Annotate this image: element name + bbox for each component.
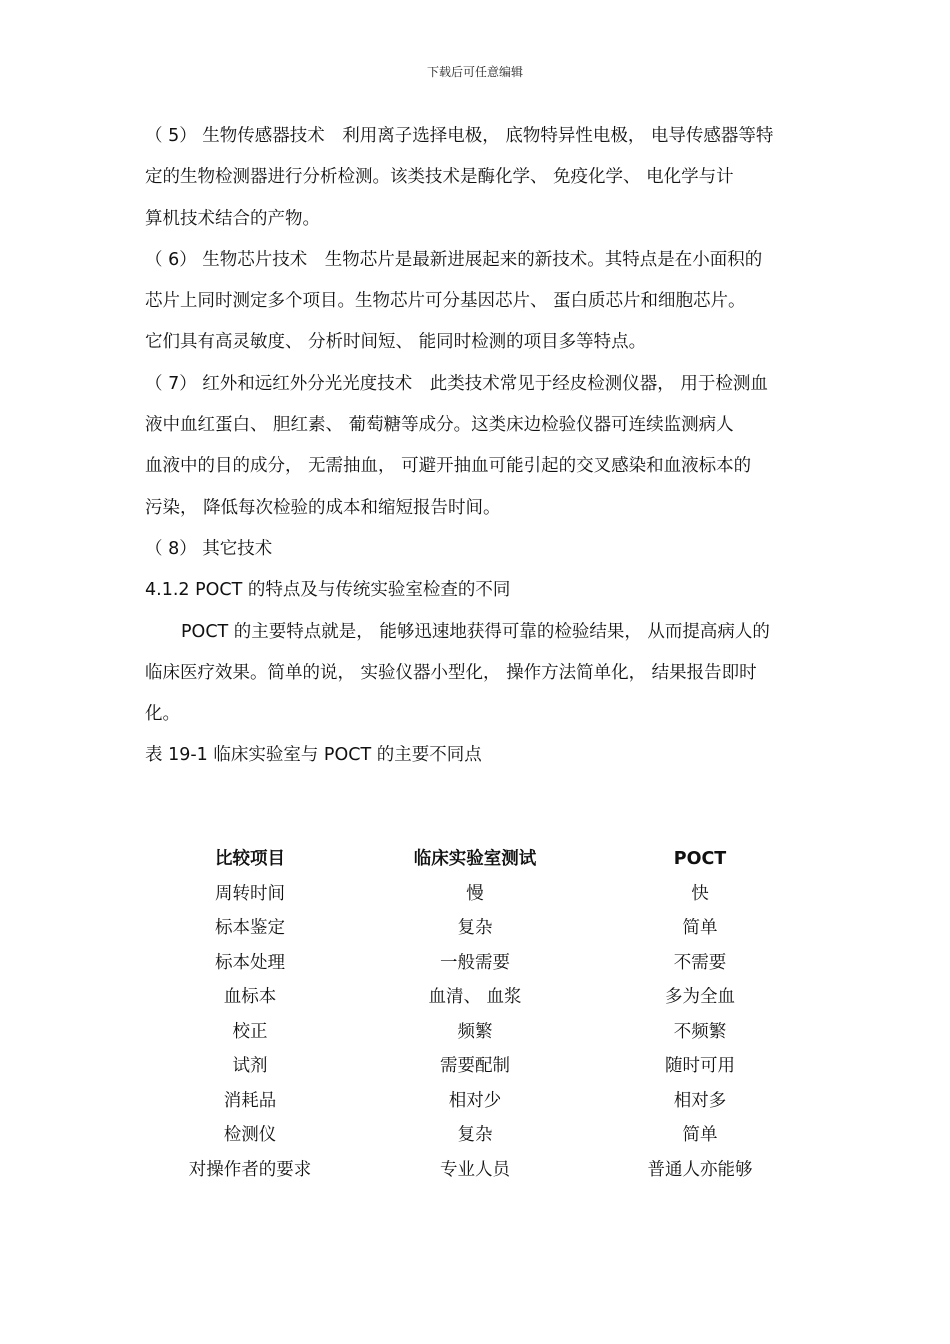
paragraph-line: （ 6） 生物芯片技术 生物芯片是最新进展起来的新技术。其特点是在小面积的 — [145, 249, 763, 270]
table-cell: 快 — [691, 883, 709, 904]
table-cell: 复杂 — [457, 1125, 493, 1145]
table-cell: 试剂 — [232, 1056, 268, 1076]
table-cell: 检测仪 — [223, 1125, 277, 1145]
paragraph-line: 液中血红蛋白、 胆红素、 葡萄糖等成分。这类床边检验仪器可连续监测病人 — [145, 415, 734, 436]
table-row — [0, 946, 950, 981]
table-row — [0, 1118, 950, 1153]
table-cell: 慢 — [466, 883, 484, 904]
paragraph-line: 血液中的目的成分， 无需抽血， 可避开抽血可能引起的交叉感染和血液标本的 — [145, 456, 752, 477]
paragraph-line: （ 7） 红外和远红外分光光度技术 此类技术常见于经皮检测仪器， 用于检测血 — [145, 373, 768, 394]
page-header: 下载后可任意编辑 — [426, 65, 523, 79]
table-row — [0, 980, 950, 1015]
document-body — [145, 116, 810, 777]
table-row — [0, 1015, 950, 1050]
table-row — [0, 877, 950, 912]
paragraph-line: 算机技术结合的产物。 — [145, 208, 320, 229]
table-caption: 表 19-1 临床实验室与 POCT 的主要不同点 — [145, 745, 482, 766]
paragraph-line: 定的生物检测器进行分析检测。该类技术是酶化学、 免疫化学、 电化学与计 — [145, 167, 734, 188]
table-cell: 周转时间 — [215, 883, 285, 904]
table-cell: 随时可用 — [665, 1056, 735, 1076]
table-row — [0, 1153, 950, 1188]
table-cell: 一般需要 — [440, 952, 510, 973]
paragraph-line: 污染， 降低每次检验的成本和缩短报告时间。 — [145, 497, 501, 518]
table-header-cell: 比较项目 — [215, 849, 285, 869]
table-cell: 频繁 — [457, 1021, 493, 1042]
paragraph-line: POCT 的主要特点就是， 能够迅速地获得可靠的检验结果， 从而提高病人的 — [181, 621, 770, 642]
table-cell: 需要配制 — [440, 1056, 510, 1076]
table-cell: 不需要 — [673, 952, 727, 973]
table-header-row — [0, 842, 950, 877]
table-cell: 专业人员 — [440, 1159, 510, 1180]
table-row — [0, 1049, 950, 1084]
table-cell: 不频繁 — [673, 1021, 727, 1042]
paragraph-line: （ 5） 生物传感器技术 利用离子选择电极， 底物特异性电极， 电导传感器等特 — [145, 126, 774, 146]
table-cell: 对操作者的要求 — [188, 1159, 312, 1180]
table-cell: 消耗品 — [223, 1090, 277, 1111]
table-cell: 简单 — [682, 918, 718, 938]
table-row — [0, 911, 950, 946]
table-cell: 相对多 — [673, 1090, 727, 1111]
table-header-cell: POCT — [673, 849, 727, 869]
table-cell: 相对少 — [448, 1090, 502, 1111]
paragraph-line: 它们具有高灵敏度、 分析时间短、 能同时检测的项目多等特点。 — [145, 332, 647, 353]
paragraph-line: 化。 — [145, 704, 180, 725]
paragraph-line: 临床医疗效果。简单的说， 实验仪器小型化， 操作方法简单化， 结果报告即时 — [145, 662, 757, 683]
table-cell: 普通人亦能够 — [647, 1159, 753, 1180]
comparison-table — [0, 842, 950, 1187]
table-cell: 血清、 血浆 — [428, 987, 522, 1007]
table-cell: 多为全血 — [665, 987, 735, 1007]
table-cell: 血标本 — [223, 987, 277, 1007]
paragraph-line: （ 8） 其它技术 — [145, 538, 273, 559]
table-cell: 复杂 — [457, 918, 493, 938]
table-cell: 标本鉴定 — [215, 918, 285, 938]
table-header-cell: 临床实验室测试 — [413, 849, 537, 869]
section-heading: 4.1.2 POCT 的特点及与传统实验室检查的不同 — [145, 580, 511, 601]
table-cell: 简单 — [682, 1125, 718, 1145]
table-cell: 标本处理 — [215, 952, 285, 973]
paragraph-line: 芯片上同时测定多个项目。生物芯片可分基因芯片、 蛋白质芯片和细胞芯片。 — [145, 291, 746, 312]
table-cell: 校正 — [232, 1021, 268, 1042]
table-row — [0, 1084, 950, 1119]
